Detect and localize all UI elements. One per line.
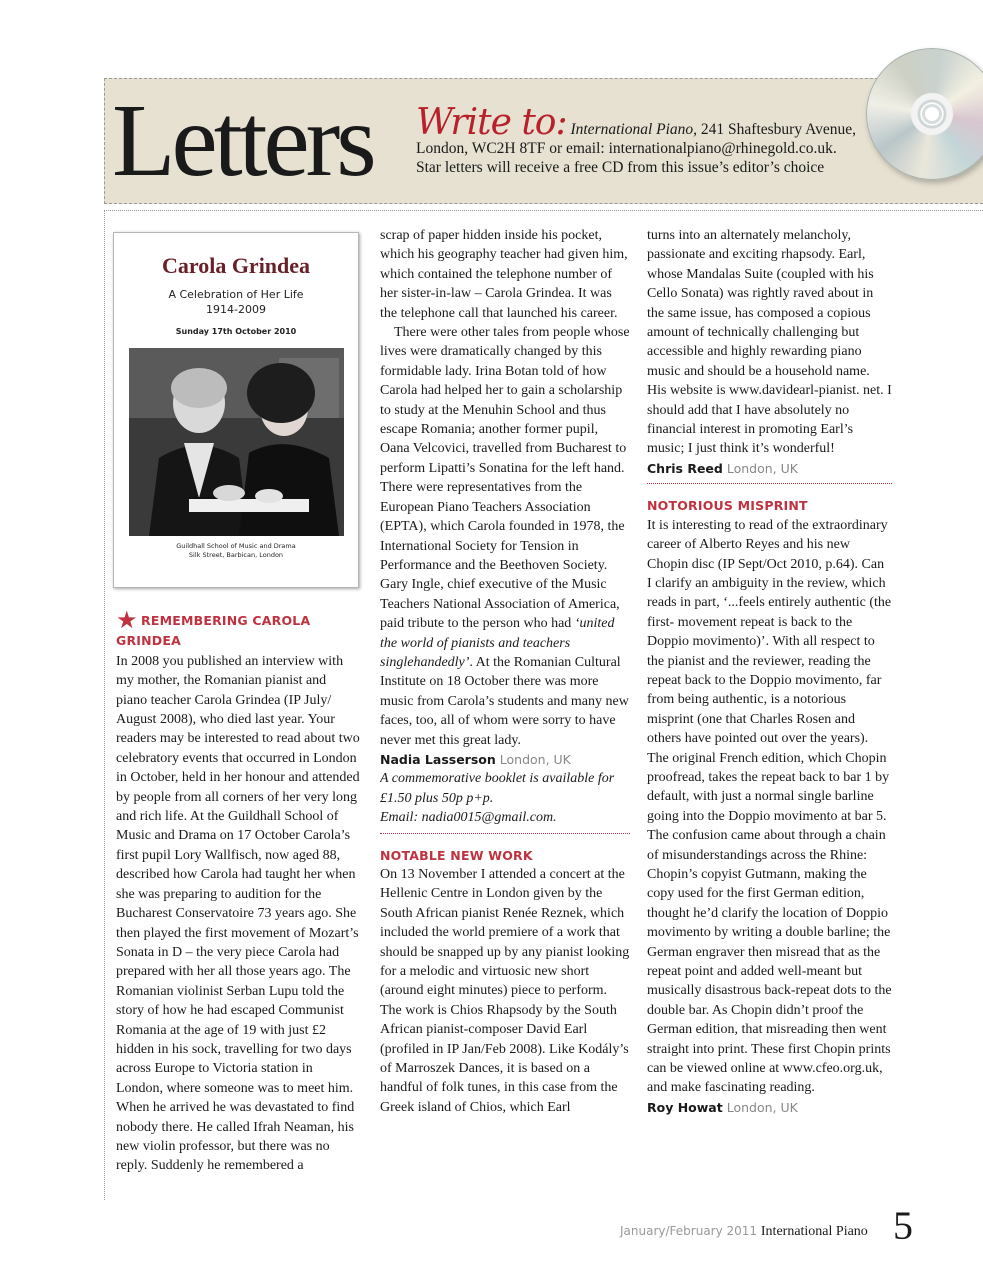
letter3-heading: NOTORIOUS MISPRINT — [647, 498, 808, 514]
letter1-heading: REMEMBERING CAROLA GRINDEA — [116, 613, 311, 649]
letter2-heading: NOTABLE NEW WORK — [380, 847, 533, 863]
letter1-heading-line — [116, 611, 360, 652]
star-letter-note: Star letters will receive a free CD from this issue’s editor’s choice — [416, 159, 825, 176]
write-to-label: Write to: — [416, 102, 567, 143]
letter2-signature: Chris Reed London, UK — [647, 460, 798, 476]
cover-photo — [129, 348, 344, 536]
letter1-signature: Nadia Lasserson London, UK — [380, 751, 571, 767]
divider — [380, 833, 630, 834]
column-3 — [647, 226, 892, 1201]
letter1-paragraph-1: In 2008 you published an interview with my mother, the Romanian pianist and piano teacher Carola Grindea (IP July/ August 2008), who died last year. Your readers may be interested to read about two celebratory events that occurred in London in October, held in her honour and attended by people from all corners of her very long and rich life. At the Guildhall School of Music and Drama on 17 October Carola’s first pupil Lory Wallfisch, now aged 88, described how Carola had taught her when she was preparing to audition for the Bucharest Conservatoire 73 years ago. She then played the first movement of Mozart’s Sonata in D – the very piece Carola had prepared with her all those years ago. The Romanian violinist Serban Lupu told the story of how he had escaped Communist Romania at the age of 19 with just £2 hidden in his sock, travelling for two days across Europe to Victoria station in London, where someone was to meet him. When he arrived he was devastated to find nobody there. He called Ifrah Neaman, his new violin professor, but there was no reply. Suddenly he remembered a — [116, 653, 360, 1174]
cd-hole — [925, 107, 939, 121]
letter1-paragraph-1-continued: scrap of paper hidden inside his pocket, which his geography teacher had given him, which contained the telephone number of her sister-in-law – Carola Grindea. It was the telephone call that launched his career. — [380, 228, 628, 321]
issue-date: January/February 2011 — [620, 1224, 758, 1238]
address-text: , 241 Shaftesbury Avenue, London, WC2H 8TF or email: internationalpiano@rhinegold.co.uk. — [416, 121, 857, 157]
page-footer — [620, 1224, 868, 1240]
write-to-block — [416, 102, 886, 177]
booklet-cover-image — [113, 232, 359, 588]
letter2-paragraph-continued: turns into an alternately melancholy, passionate and exciting rhapsody. Earl, whose Mandalas Suite (coupled with his Cello Sonata) was rightly raved about in the same issue, has composed a copious amount of technically challenging but accessible and highly rewarding piano music and should be a household name. His website is www.davidearl-pianist. net. I should add that I have absolutely no financial interest in promoting Earl’s music; I just think it’s wonderful! — [647, 228, 892, 457]
photo-illustration — [129, 348, 344, 536]
column-1 — [116, 611, 360, 1201]
letter1-paragraph-2: There were other tales from people whose lives were dramatically changed by this formidable lady. Irina Botan told of how Carola had helped her to gain a scholarship to study at the Menuhin School and thus escape Romania; another former pupil, Oana Velcovici, travelled from Bucharest to perform Lipatti’s Sonatina for the left hand. There were representatives from the European Piano Teachers Association (EPTA), which Carola founded in 1978, the International Society for Tension in Performance and the Beethoven Society. Gary Ingle, chief executive of the Music Teachers National Association of America, paid tribute to the person who had ‘united the world of pianists and teachers singlehandedly’. At the Romanian Cultural Institute on 18 October there was more music from Carola’s students and many new faces, too, all of whom were sorry to have never met this great lady. — [380, 325, 630, 748]
divider — [647, 483, 892, 484]
divider — [104, 210, 983, 211]
column-2 — [380, 226, 630, 1201]
cover-title: Carola Grindea — [161, 253, 311, 278]
page-title: Letters — [112, 83, 373, 198]
left-rule — [104, 210, 105, 1200]
page-number: 5 — [893, 1203, 913, 1248]
letter2-paragraph: On 13 November I attended a concert at the Hellenic Centre in London given by the South African pianist Renée Reznek, which included the world premiere of a work that should be snapped up by any pianist looking for a melodic and virtuosic new short (around eight minutes) piece to perform. The work is Chios Rhapsody by the South African pianist-composer David Earl (profiled in IP Jan/Feb 2008). Like Kodály’s of Marroszek Dances, it is based on a handful of folk tunes, in this case from the Greek island of Chios, which Earl — [380, 867, 630, 1115]
star-icon: ★ — [116, 611, 138, 634]
cover-venue: Guildhall School of Music and Drama Silk Street, Barbican, London — [176, 542, 296, 559]
letter1-note: A commemorative booklet is available for £1.50 plus 50p p+p. Email: nadia0015@gmail.com. — [380, 771, 615, 826]
letter3-paragraph: It is interesting to read of the extraordinary career of Alberto Reyes and his new Chopin disc (IP Sept/Oct 2010, p.64). Can I clarify an ambiguity in the review, which reads in part, ‘...feels entirely authentic (the first- movement repeat is back to the Doppio movimento)’. With all respect to the pianist and the reviewer, reading the repeat back to the Doppio movimento, far from being authentic, is a notorious misprint (one that Charles Rosen and others have pointed out over the years). The original French edition, which Chopin proofread, takes the repeat back to bar 1 by default, with just a normal single barline going into the Doppio movimento at bar 5. The confusion came about through a chain of misunderstandings across the Rhine: Chopin’s copyist Gutmann, making the copy used for the first German edition, thought he’d clarify the location of Doppio movimento by writing a double barline; the German engraver then misread that as the repeat point and added well-meant but musically disastrous back-repeat dots to the double bar. As Chopin didn’t proof the German edition, that misreading then went straight into print. These first Chopin prints can be viewed online at www.cfeo.org.uk, and make fascinating reading. — [647, 517, 892, 1096]
cover-subtitle: A Celebration of Her Life 1914-2009 — [168, 288, 304, 316]
letter3-signature: Roy Howat London, UK — [647, 1099, 798, 1115]
publication-name: International Piano — [570, 121, 694, 138]
cover-date: Sunday 17th October 2010 — [175, 327, 297, 336]
magazine-name: International Piano — [760, 1224, 868, 1239]
